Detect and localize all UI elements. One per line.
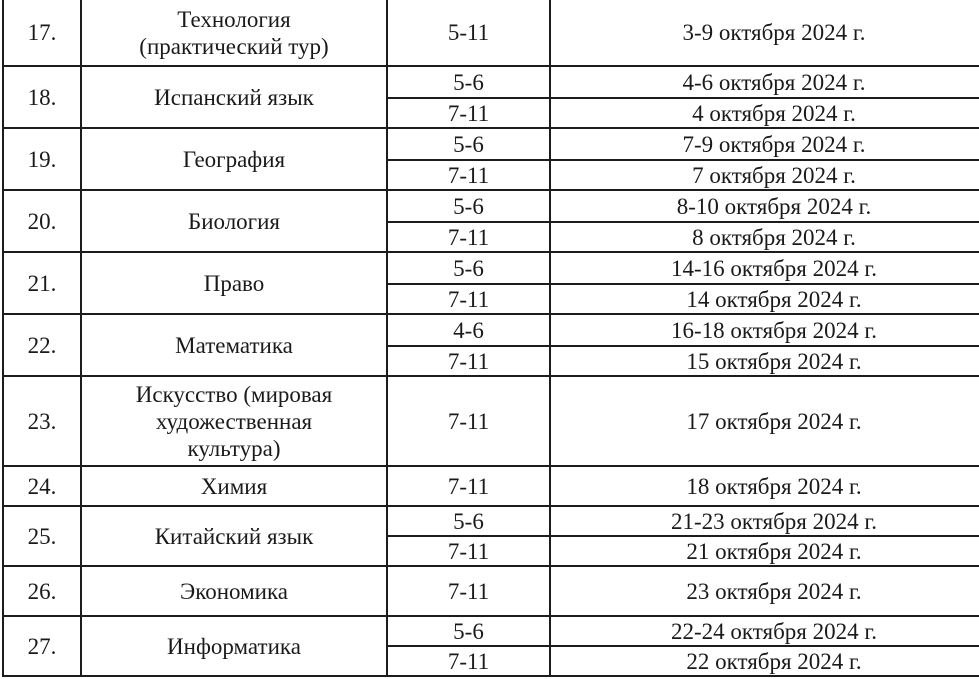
olympiad-date: 4-6 октября 2024 г. <box>550 66 979 98</box>
subject-name <box>81 190 387 252</box>
subject-name <box>81 376 387 466</box>
subject-line: Биология <box>187 208 280 234</box>
olympiad-date: 7 октября 2024 г. <box>550 160 979 190</box>
grade-range: 5-11 <box>387 0 550 66</box>
subject-line: художественная <box>155 408 313 434</box>
olympiad-schedule-table <box>2 0 979 677</box>
row-number: 24. <box>3 466 81 506</box>
subject-line: Испанский язык <box>154 84 314 110</box>
table-row <box>3 190 979 222</box>
grade-range: 7-11 <box>387 160 550 190</box>
table-row <box>3 66 979 98</box>
schedule-body <box>3 0 979 676</box>
subject-line: География <box>182 146 286 172</box>
grade-range: 7-11 <box>387 566 550 616</box>
subject-line: Китайский язык <box>154 523 314 549</box>
grade-range: 4-6 <box>387 314 550 346</box>
olympiad-date: 14-16 октября 2024 г. <box>550 252 979 284</box>
grade-range: 5-6 <box>387 128 550 160</box>
subject-line: Технология <box>177 6 291 32</box>
subject-name <box>81 252 387 314</box>
table-row <box>3 376 979 466</box>
row-number: 25. <box>3 506 81 566</box>
row-number: 21. <box>3 252 81 314</box>
subject-line: Экономика <box>180 578 288 604</box>
grade-range: 7-11 <box>387 466 550 506</box>
olympiad-date: 8 октября 2024 г. <box>550 222 979 252</box>
subject-line: Информатика <box>167 633 301 659</box>
grade-range: 7-11 <box>387 536 550 566</box>
row-number: 23. <box>3 376 81 466</box>
olympiad-date: 21 октября 2024 г. <box>550 536 979 566</box>
subject-line: Право <box>203 270 265 296</box>
olympiad-date: 3-9 октября 2024 г. <box>550 0 979 66</box>
table-row <box>3 252 979 284</box>
grade-range: 7-11 <box>387 284 550 314</box>
grade-range: 7-11 <box>387 346 550 376</box>
subject-name <box>81 128 387 190</box>
row-number: 27. <box>3 616 81 676</box>
grade-range: 5-6 <box>387 616 550 646</box>
subject-name <box>81 566 387 616</box>
subject-name <box>81 0 387 66</box>
subject-line: (практический тур) <box>139 33 329 59</box>
grade-range: 5-6 <box>387 190 550 222</box>
table-row <box>3 566 979 616</box>
grade-range: 5-6 <box>387 252 550 284</box>
subject-name <box>81 616 387 676</box>
olympiad-date: 4 октября 2024 г. <box>550 98 979 128</box>
grade-range: 7-11 <box>387 376 550 466</box>
grade-range: 7-11 <box>387 646 550 676</box>
subject-line: культура) <box>187 435 281 461</box>
row-number: 19. <box>3 128 81 190</box>
table-row <box>3 616 979 646</box>
grade-range: 5-6 <box>387 66 550 98</box>
row-number: 20. <box>3 190 81 252</box>
table-row <box>3 0 979 66</box>
olympiad-date: 7-9 октября 2024 г. <box>550 128 979 160</box>
row-number: 22. <box>3 314 81 376</box>
subject-name <box>81 466 387 506</box>
row-number: 18. <box>3 66 81 128</box>
row-number: 17. <box>3 0 81 66</box>
subject-line: Химия <box>200 473 268 499</box>
olympiad-date: 22-24 октября 2024 г. <box>550 616 979 646</box>
olympiad-date: 21-23 октября 2024 г. <box>550 506 979 536</box>
olympiad-date: 17 октября 2024 г. <box>550 376 979 466</box>
olympiad-date: 18 октября 2024 г. <box>550 466 979 506</box>
olympiad-date: 15 октября 2024 г. <box>550 346 979 376</box>
grade-range: 5-6 <box>387 506 550 536</box>
olympiad-date: 8-10 октября 2024 г. <box>550 190 979 222</box>
olympiad-date: 14 октября 2024 г. <box>550 284 979 314</box>
table-row <box>3 128 979 160</box>
subject-name <box>81 66 387 128</box>
olympiad-date: 23 октября 2024 г. <box>550 566 979 616</box>
subject-name <box>81 314 387 376</box>
table-row <box>3 314 979 346</box>
table-row <box>3 466 979 506</box>
subject-line: Искусство (мировая <box>135 381 333 407</box>
row-number: 26. <box>3 566 81 616</box>
subject-line: Математика <box>175 332 293 358</box>
olympiad-date: 22 октября 2024 г. <box>550 646 979 676</box>
olympiad-date: 16-18 октября 2024 г. <box>550 314 979 346</box>
subject-name <box>81 506 387 566</box>
table-row <box>3 506 979 536</box>
grade-range: 7-11 <box>387 222 550 252</box>
grade-range: 7-11 <box>387 98 550 128</box>
